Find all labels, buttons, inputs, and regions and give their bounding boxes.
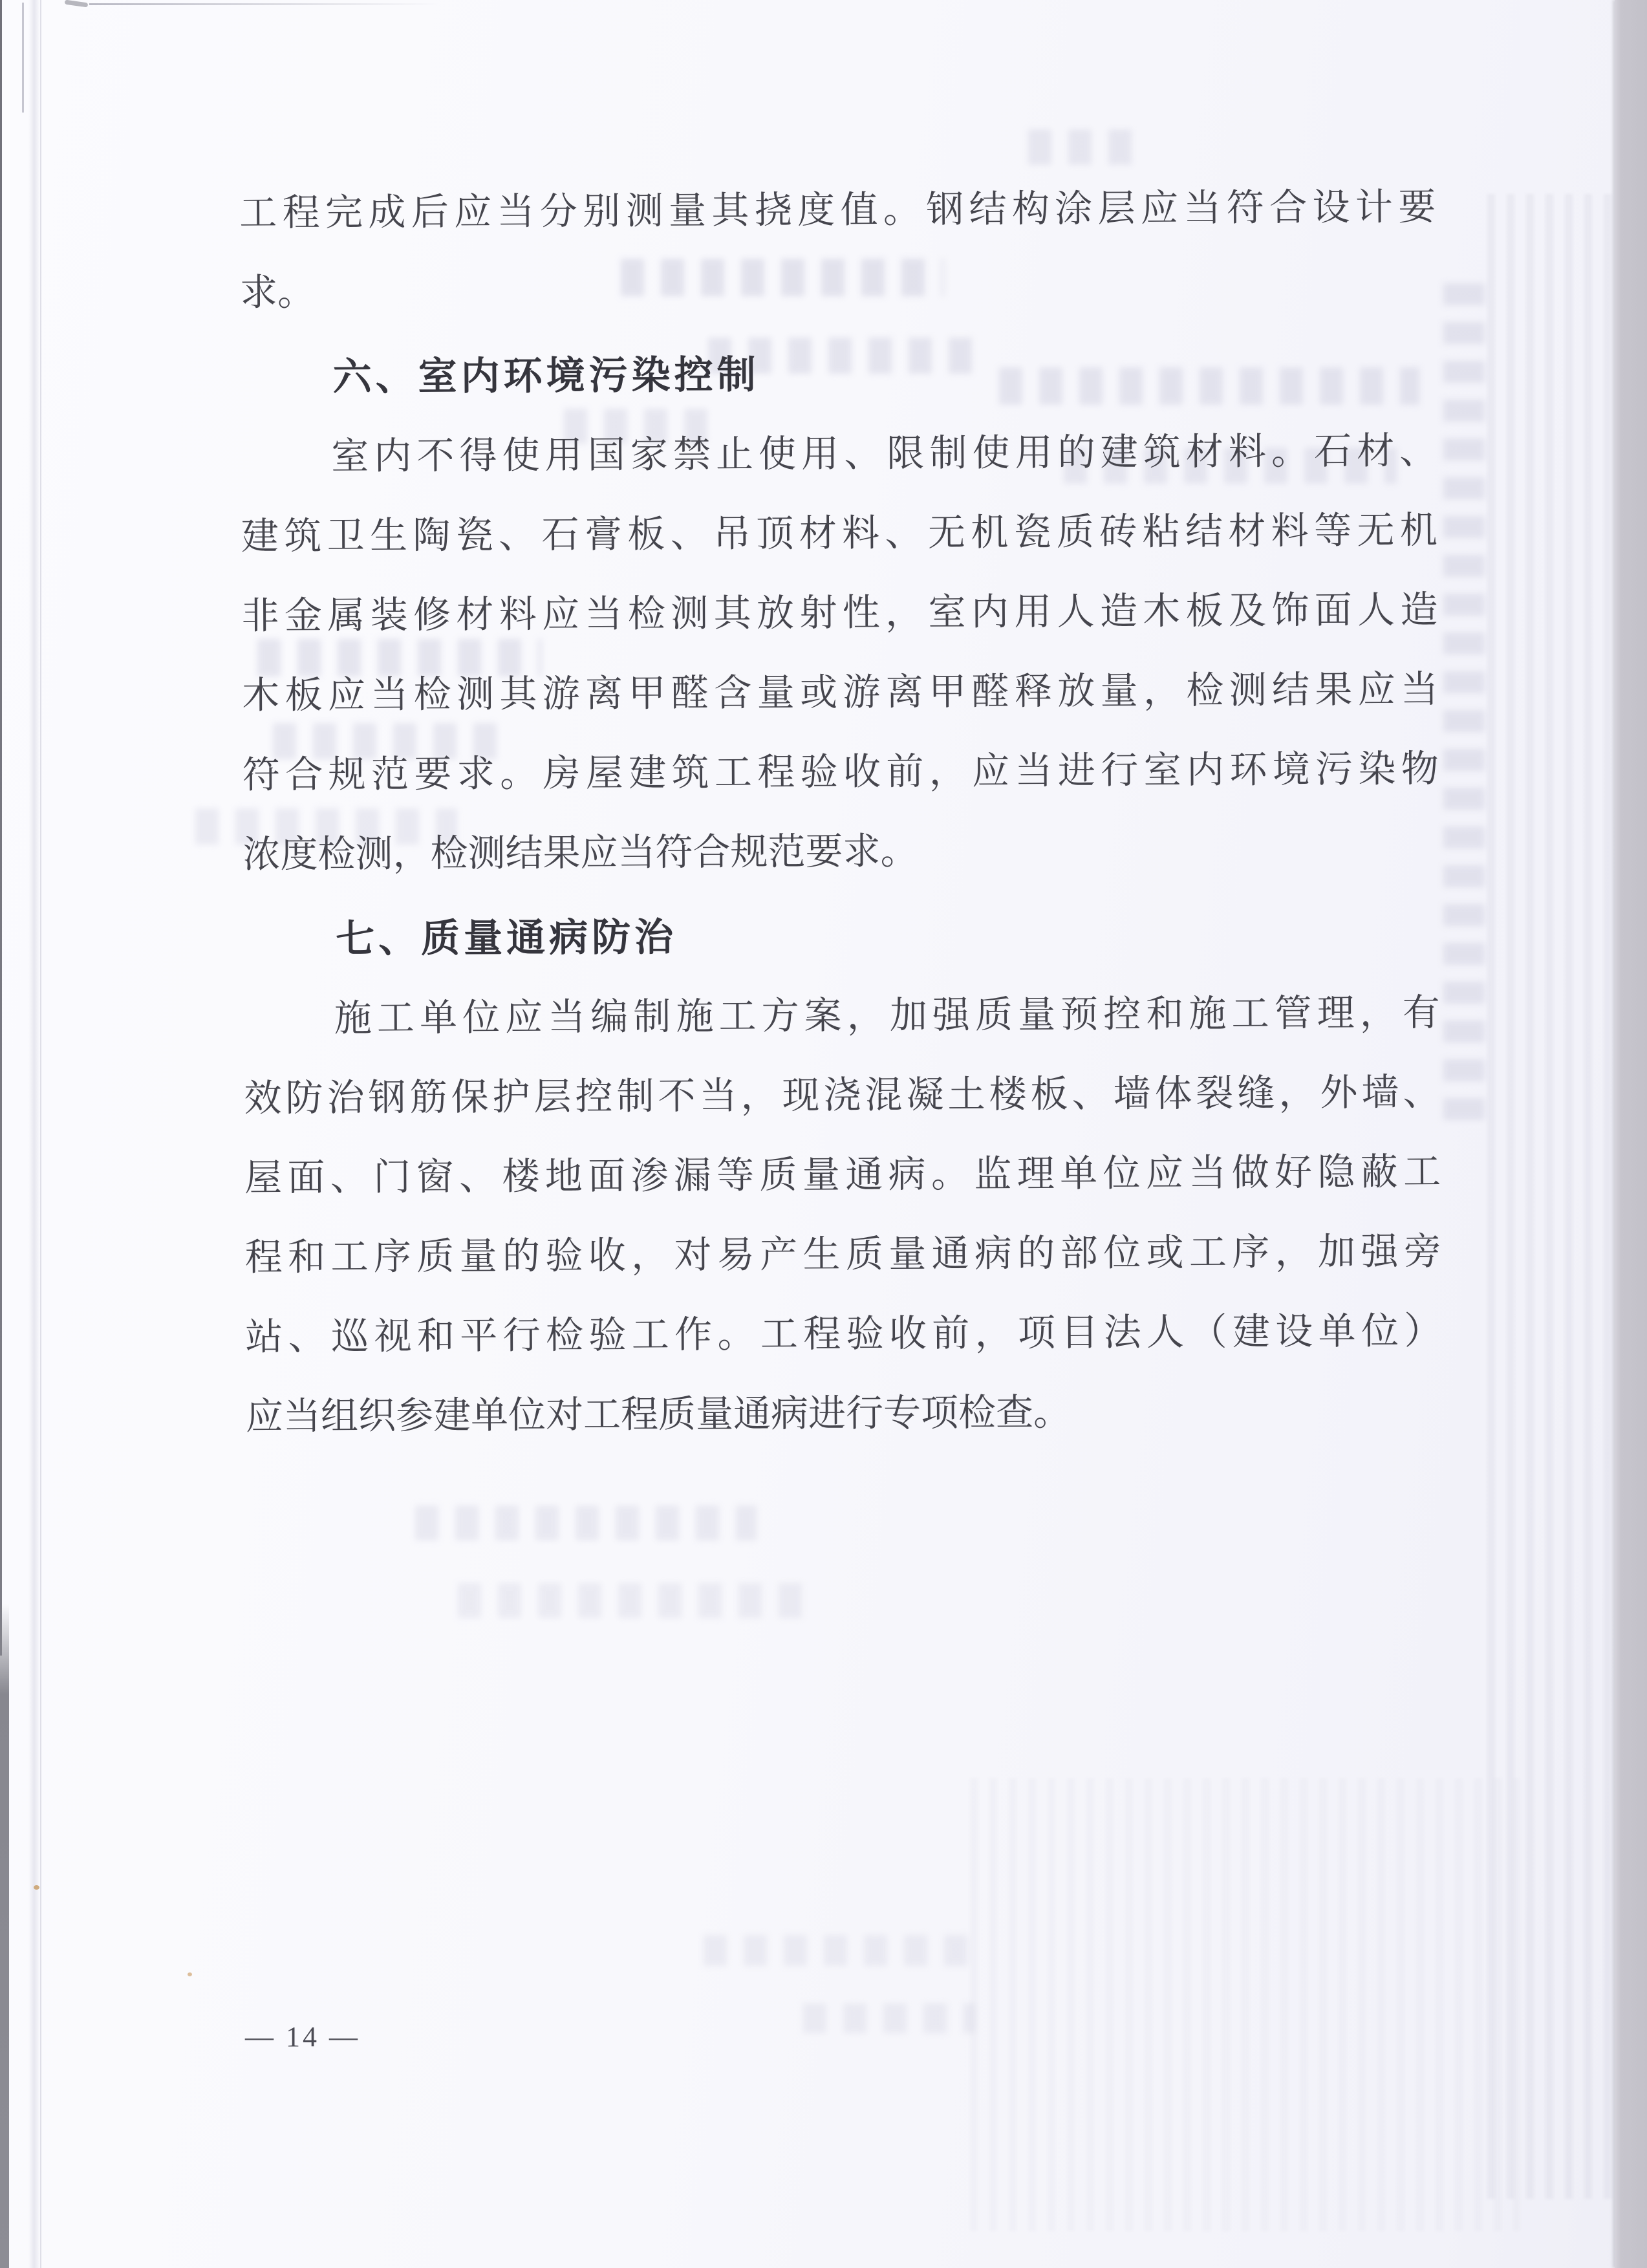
- text-line: 建筑卫生陶瓷、石膏板、吊顶材料、无机瓷质砖粘结材料等无机: [241, 509, 1438, 557]
- text-line: 符合规范要求。房屋建筑工程验收前，应当进行室内环境污染物: [242, 748, 1439, 796]
- paragraph-continuation: [239, 167, 1436, 332]
- page-number: — 14 —: [245, 2021, 360, 2053]
- section-7-paragraph: [244, 973, 1443, 1456]
- scanner-edge-shadow-right: [1615, 0, 1647, 2268]
- text-line: 效防治钢筋保护层控制不当，现浇混凝土楼板、墙体裂缝，外墙、: [244, 1071, 1441, 1119]
- paper-speck: [34, 1885, 39, 1890]
- text-line: 站、巡视和平行检验工作。工程验收前，项目法人（建设单位）: [245, 1310, 1442, 1358]
- top-edge-hairline: [89, 3, 438, 5]
- text-line: 应当组织参建单位对工程质量通病进行专项检查。: [245, 1391, 1071, 1438]
- top-edge-mark: [65, 0, 89, 7]
- text-line: 求。: [239, 271, 316, 314]
- page-edge-line-left: [0, 0, 2, 1656]
- text-line: 程和工序质量的验收，对易产生质量通病的部位或工序，加强旁: [244, 1230, 1441, 1279]
- text-line: 非金属装修材料应当检测其放射性，室内用人造木板及饰面人造: [241, 589, 1438, 637]
- paper-fold-line: [40, 0, 41, 2268]
- bleed-through-smudge: [458, 1583, 810, 1618]
- bleed-through-smudge: [415, 1506, 757, 1540]
- text-line: 施工单位应当编制施工方案，加强质量预控和施工管理，有: [334, 991, 1440, 1040]
- bleed-through-smudge: [803, 2003, 975, 2033]
- scanner-texture-band: [970, 1778, 1520, 2231]
- page-stack-line: [22, 3, 24, 113]
- text-line: 工程完成后应当分别测量其挠度值。钢结构涂层应当符合设计要: [239, 186, 1436, 234]
- bleed-through-column: [1443, 279, 1485, 1120]
- page-edge-shadow-bottom-left: [0, 1604, 9, 2268]
- text-line: 木板应当检测其游离甲醛含量或游离甲醛释放量，检测结果应当: [242, 668, 1439, 717]
- paper-speck: [188, 1972, 192, 1976]
- bleed-through-smudge: [704, 1935, 974, 1966]
- page-stack-band: [28, 0, 40, 2268]
- text-line: 室内不得使用国家禁止使用、限制使用的建筑材料。石材、: [331, 429, 1437, 478]
- document-body: [239, 167, 1442, 1456]
- bleed-through-smudge: [1028, 129, 1138, 165]
- section-6-heading: 六、室内环境污染控制: [332, 352, 760, 399]
- section-7-heading: 七、质量通病防治: [336, 915, 678, 961]
- section-6-paragraph: [241, 411, 1439, 894]
- text-line: 浓度检测，检测结果应当符合规范要求。: [242, 830, 918, 876]
- text-line: 屋面、门窗、楼地面渗漏等质量通病。监理单位应当做好隐蔽工: [244, 1150, 1441, 1199]
